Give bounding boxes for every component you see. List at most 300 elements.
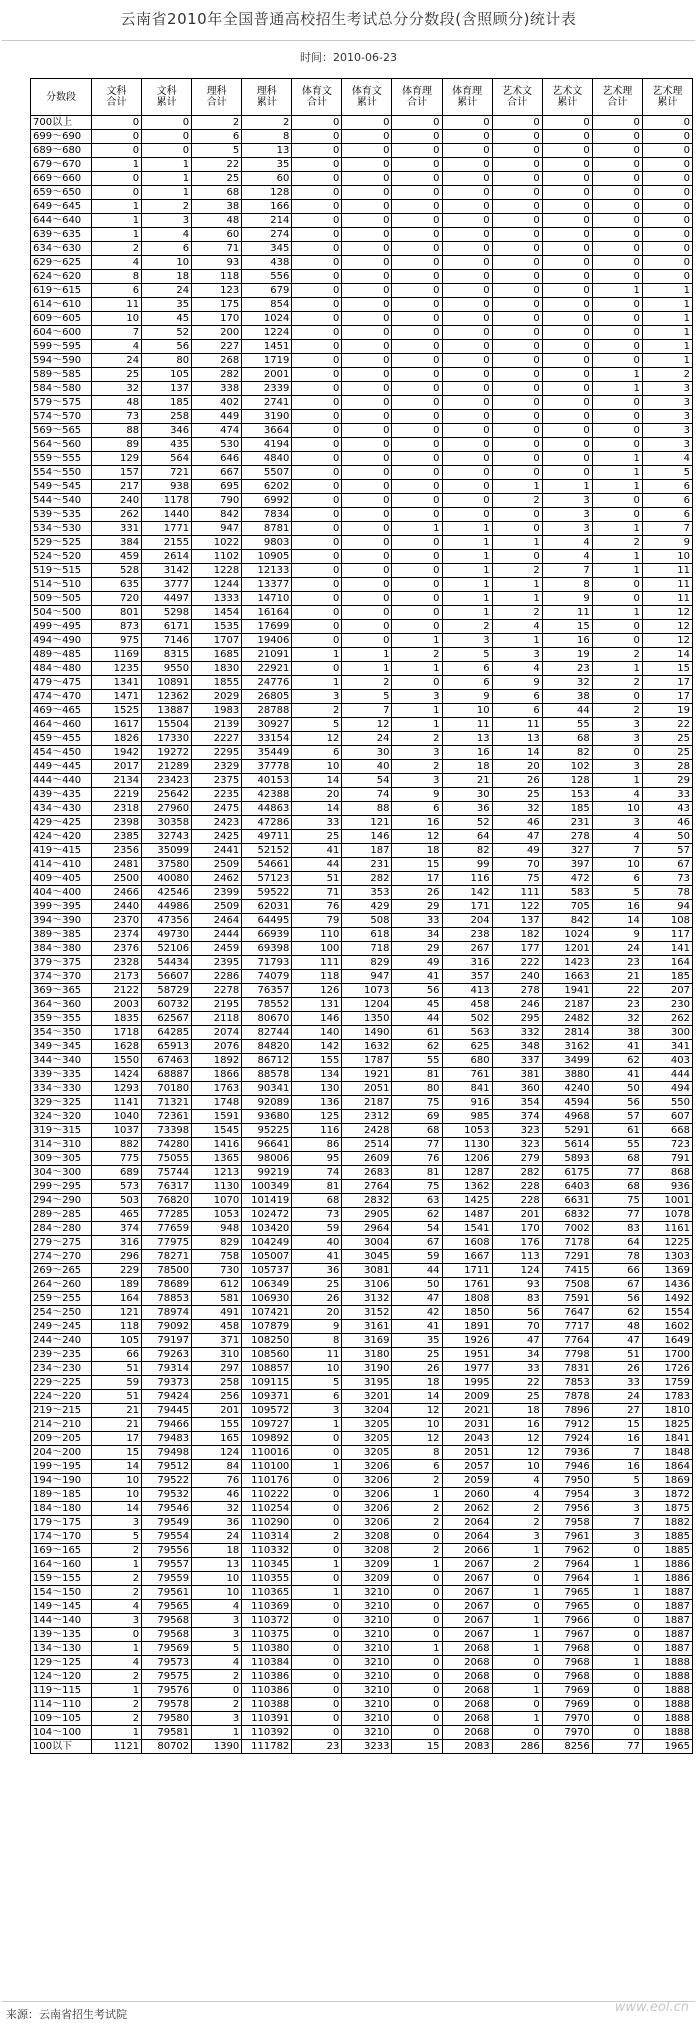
count-cell: 3499 [542, 1054, 592, 1068]
count-cell: 40 [292, 1236, 342, 1250]
table-row [31, 354, 693, 368]
count-cell: 1726 [642, 1362, 692, 1376]
count-cell: 79546 [142, 1502, 192, 1516]
count-cell: 0 [392, 382, 442, 396]
count-cell: 3 [392, 690, 442, 704]
count-cell: 397 [542, 858, 592, 872]
count-cell: 95225 [242, 1124, 292, 1138]
count-cell: 1 [592, 1656, 642, 1670]
count-cell: 0 [542, 200, 592, 214]
count-cell: 35099 [142, 844, 192, 858]
count-cell: 0 [92, 172, 142, 186]
count-cell: 0 [492, 550, 542, 564]
count-cell: 0 [492, 354, 542, 368]
count-cell: 79557 [142, 1558, 192, 1572]
count-cell: 104249 [242, 1236, 292, 1250]
count-cell: 3205 [342, 1446, 392, 1460]
count-cell: 201 [492, 1208, 542, 1222]
count-cell: 2318 [92, 802, 142, 816]
count-cell: 1225 [642, 1236, 692, 1250]
count-cell: 29 [392, 942, 442, 956]
score-range-cell: 534～530 [31, 522, 92, 536]
count-cell: 0 [442, 172, 492, 186]
count-cell: 0 [192, 1684, 242, 1698]
count-cell: 583 [542, 886, 592, 900]
count-cell: 2 [592, 648, 642, 662]
score-range-cell: 239～235 [31, 1348, 92, 1362]
count-cell: 73 [642, 872, 692, 886]
count-cell: 3205 [342, 1418, 392, 1432]
count-cell: 3210 [342, 1670, 392, 1684]
count-cell: 0 [292, 1432, 342, 1446]
count-cell: 41 [392, 970, 442, 984]
count-cell: 0 [292, 634, 342, 648]
count-cell: 0 [292, 620, 342, 634]
count-cell: 491 [192, 1306, 242, 1320]
score-range-cell: 424～420 [31, 830, 92, 844]
count-cell: 5893 [542, 1152, 592, 1166]
count-cell: 2482 [542, 1012, 592, 1026]
count-cell: 0 [442, 354, 492, 368]
count-cell: 2067 [442, 1572, 492, 1586]
count-cell: 75 [592, 1194, 642, 1208]
count-cell: 2278 [192, 984, 242, 998]
count-cell: 1983 [192, 704, 242, 718]
count-cell: 0 [492, 508, 542, 522]
count-cell: 0 [342, 508, 392, 522]
count-cell: 79532 [142, 1488, 192, 1502]
count-cell: 88578 [242, 1068, 292, 1082]
count-cell: 14 [92, 1502, 142, 1516]
count-cell: 25 [492, 788, 542, 802]
count-cell: 12 [392, 1432, 442, 1446]
count-cell: 0 [592, 1614, 642, 1628]
count-cell: 9 [592, 928, 642, 942]
count-cell: 2122 [92, 984, 142, 998]
count-cell: 75744 [142, 1166, 192, 1180]
count-cell: 1711 [442, 1264, 492, 1278]
count-cell: 79549 [142, 1516, 192, 1530]
table-row [31, 200, 693, 214]
count-cell: 0 [442, 214, 492, 228]
count-cell: 17699 [242, 620, 292, 634]
count-cell: 0 [342, 522, 392, 536]
count-cell: 59522 [242, 886, 292, 900]
count-cell: 1 [442, 522, 492, 536]
count-cell: 2060 [442, 1488, 492, 1502]
count-cell: 110290 [242, 1516, 292, 1530]
count-cell: 2444 [192, 928, 242, 942]
table-row [31, 718, 693, 732]
count-cell: 258 [142, 410, 192, 424]
count-cell: 0 [392, 466, 442, 480]
count-cell: 1204 [342, 998, 392, 1012]
count-cell: 2009 [442, 1390, 492, 1404]
count-cell: 5 [292, 1376, 342, 1390]
count-cell: 62 [392, 1208, 442, 1222]
count-cell: 0 [492, 368, 542, 382]
count-cell: 3 [592, 1502, 642, 1516]
count-cell: 9 [642, 536, 692, 550]
count-cell: 2 [192, 1698, 242, 1712]
count-cell: 0 [92, 116, 142, 130]
table-row [31, 970, 693, 984]
score-range-cell: 364～360 [31, 998, 92, 1012]
count-cell: 59 [92, 1376, 142, 1390]
count-cell: 7969 [542, 1698, 592, 1712]
table-row [31, 1166, 693, 1180]
count-cell: 3 [442, 634, 492, 648]
count-cell: 2 [642, 368, 692, 382]
count-cell: 21 [442, 774, 492, 788]
count-cell: 26 [292, 1292, 342, 1306]
table-row [31, 564, 693, 578]
count-cell: 0 [642, 214, 692, 228]
score-range-cell: 164～160 [31, 1558, 92, 1572]
score-range-cell: 569～565 [31, 424, 92, 438]
count-cell: 23423 [142, 774, 192, 788]
table-row [31, 312, 693, 326]
table-row [31, 1306, 693, 1320]
count-cell: 73398 [142, 1124, 192, 1138]
count-cell: 0 [292, 508, 342, 522]
count-cell: 8 [292, 1334, 342, 1348]
count-cell: 3206 [342, 1460, 392, 1474]
count-cell: 1037 [92, 1124, 142, 1138]
count-cell: 21 [92, 1418, 142, 1432]
count-cell: 0 [292, 466, 342, 480]
count-cell: 0 [592, 326, 642, 340]
count-cell: 5298 [142, 606, 192, 620]
count-cell: 256 [192, 1390, 242, 1404]
count-cell: 108857 [242, 1362, 292, 1376]
count-cell: 0 [592, 1726, 642, 1740]
count-cell: 5 [192, 1642, 242, 1656]
count-cell: 1771 [142, 522, 192, 536]
count-cell: 36 [192, 1516, 242, 1530]
count-cell: 54 [392, 1222, 442, 1236]
count-cell: 0 [292, 200, 342, 214]
score-range-cell: 369～365 [31, 984, 92, 998]
count-cell: 32 [192, 1502, 242, 1516]
count-cell: 185 [542, 802, 592, 816]
count-cell: 1 [92, 158, 142, 172]
count-cell: 3 [642, 382, 692, 396]
column-header: 分数段 [31, 79, 92, 116]
count-cell: 16 [392, 816, 442, 830]
count-cell: 0 [592, 1698, 642, 1712]
count-cell: 1886 [642, 1572, 692, 1586]
count-cell: 26805 [242, 690, 292, 704]
count-cell: 2683 [342, 1166, 392, 1180]
count-cell: 718 [342, 942, 392, 956]
score-range-cell: 414～410 [31, 858, 92, 872]
count-cell: 1 [592, 606, 642, 620]
count-cell: 45 [392, 998, 442, 1012]
count-cell: 1 [642, 312, 692, 326]
count-cell: 0 [592, 228, 642, 242]
column-header: 艺术理 合计 [592, 79, 642, 116]
count-cell: 38 [592, 1026, 642, 1040]
table-row [31, 1096, 693, 1110]
count-cell: 0 [292, 172, 342, 186]
count-cell: 2509 [192, 900, 242, 914]
table-row [31, 256, 693, 270]
count-cell: 0 [392, 340, 442, 354]
count-cell: 48 [192, 214, 242, 228]
count-cell: 2235 [192, 788, 242, 802]
count-cell: 0 [392, 1656, 442, 1670]
count-cell: 5 [192, 144, 242, 158]
count-cell: 7912 [542, 1418, 592, 1432]
count-cell: 228 [492, 1180, 542, 1194]
count-cell: 0 [392, 298, 442, 312]
count-cell: 12 [642, 634, 692, 648]
count-cell: 2475 [192, 802, 242, 816]
count-cell: 201 [192, 1404, 242, 1418]
count-cell: 1995 [442, 1376, 492, 1390]
table-row [31, 1236, 693, 1250]
table-row [31, 1250, 693, 1264]
count-cell: 1333 [192, 592, 242, 606]
score-range-cell: 439～435 [31, 788, 92, 802]
count-cell: 56 [142, 340, 192, 354]
count-cell: 142 [442, 886, 492, 900]
count-cell: 26 [492, 774, 542, 788]
score-range-cell: 259～255 [31, 1292, 92, 1306]
score-range-cell: 699～690 [31, 130, 92, 144]
count-cell: 1070 [192, 1194, 242, 1208]
count-cell: 841 [442, 1082, 492, 1096]
count-cell: 80670 [242, 1012, 292, 1026]
count-cell: 1888 [642, 1726, 692, 1740]
count-cell: 282 [342, 872, 392, 886]
count-cell: 0 [492, 256, 542, 270]
count-cell: 17330 [142, 732, 192, 746]
count-cell: 1 [392, 634, 442, 648]
table-row [31, 1586, 693, 1600]
count-cell: 0 [492, 1698, 542, 1712]
count-cell: 14 [392, 1390, 442, 1404]
count-cell: 1649 [642, 1334, 692, 1348]
count-cell: 0 [492, 172, 542, 186]
count-cell: 2 [92, 1544, 142, 1558]
count-cell: 2195 [192, 998, 242, 1012]
count-cell: 71 [292, 886, 342, 900]
count-cell: 76317 [142, 1180, 192, 1194]
score-range-cell: 229～225 [31, 1376, 92, 1390]
count-cell: 1 [392, 662, 442, 676]
count-cell: 128 [542, 774, 592, 788]
count-cell: 7 [592, 1516, 642, 1530]
table-row [31, 1334, 693, 1348]
count-cell: 435 [142, 438, 192, 452]
count-cell: 0 [592, 186, 642, 200]
count-cell: 0 [442, 424, 492, 438]
count-cell: 47356 [142, 914, 192, 928]
count-cell: 33 [592, 1376, 642, 1390]
table-body [31, 116, 693, 1754]
count-cell: 10 [92, 312, 142, 326]
count-cell: 1667 [442, 1250, 492, 1264]
count-cell: 110365 [242, 1586, 292, 1600]
count-cell: 0 [392, 354, 442, 368]
count-cell: 0 [292, 382, 342, 396]
table-row [31, 452, 693, 466]
count-cell: 1887 [642, 1614, 692, 1628]
count-cell: 86 [292, 1138, 342, 1152]
table-row [31, 410, 693, 424]
count-cell: 19 [642, 704, 692, 718]
count-cell: 3 [642, 410, 692, 424]
score-range-cell: 629～625 [31, 256, 92, 270]
count-cell: 0 [392, 284, 442, 298]
count-cell: 0 [292, 410, 342, 424]
count-cell: 323 [492, 1138, 542, 1152]
count-cell: 69398 [242, 942, 292, 956]
count-cell: 52152 [242, 844, 292, 858]
count-cell: 5 [592, 1474, 642, 1488]
count-cell: 3 [392, 746, 442, 760]
count-cell: 7950 [542, 1474, 592, 1488]
count-cell: 758 [192, 1250, 242, 1264]
count-cell: 0 [392, 396, 442, 410]
count-cell: 75 [492, 872, 542, 886]
count-cell: 0 [542, 158, 592, 172]
count-cell: 0 [292, 1544, 342, 1558]
count-cell: 25 [92, 368, 142, 382]
count-cell: 3 [292, 690, 342, 704]
count-cell: 15 [592, 1418, 642, 1432]
score-range-cell: 454～450 [31, 746, 92, 760]
count-cell: 3210 [342, 1586, 392, 1600]
column-header: 体育理 合计 [392, 79, 442, 116]
count-cell: 74 [292, 1166, 342, 1180]
count-cell: 164 [642, 956, 692, 970]
count-cell: 12 [492, 1432, 542, 1446]
count-cell: 3 [592, 1488, 642, 1502]
count-cell: 46 [492, 816, 542, 830]
score-range-cell: 644～640 [31, 214, 92, 228]
score-range-cell: 499～495 [31, 620, 92, 634]
count-cell: 1965 [642, 1740, 692, 1754]
count-cell: 2 [92, 1698, 142, 1712]
count-cell: 16 [592, 1460, 642, 1474]
count-cell: 3 [192, 1628, 242, 1642]
score-distribution-table [30, 78, 693, 1754]
count-cell: 110254 [242, 1502, 292, 1516]
count-cell: 30 [342, 746, 392, 760]
count-cell: 30927 [242, 718, 292, 732]
count-cell: 25 [192, 172, 242, 186]
count-cell: 1053 [192, 1208, 242, 1222]
count-cell: 0 [342, 312, 392, 326]
count-cell: 6175 [542, 1166, 592, 1180]
count-cell: 625 [442, 1040, 492, 1054]
count-cell: 1951 [442, 1348, 492, 1362]
count-cell: 3045 [342, 1250, 392, 1264]
count-cell: 0 [492, 396, 542, 410]
score-range-cell: 389～385 [31, 928, 92, 942]
score-range-cell: 100以下 [31, 1740, 92, 1754]
count-cell: 1887 [642, 1642, 692, 1656]
count-cell: 118 [292, 970, 342, 984]
table-row [31, 522, 693, 536]
count-cell: 0 [492, 522, 542, 536]
count-cell: 1830 [192, 662, 242, 676]
publish-date: 时间：2010-06-23 [300, 51, 397, 64]
count-cell: 1759 [642, 1376, 692, 1390]
count-cell: 79483 [142, 1432, 192, 1446]
count-cell: 78 [642, 886, 692, 900]
count-cell: 44986 [142, 900, 192, 914]
count-cell: 0 [292, 1698, 342, 1712]
count-cell: 238 [442, 928, 492, 942]
count-cell: 2029 [192, 690, 242, 704]
table-row [31, 1110, 693, 1124]
count-cell: 14710 [242, 592, 292, 606]
count-cell: 0 [342, 424, 392, 438]
count-cell: 1810 [642, 1404, 692, 1418]
table-row [31, 1614, 693, 1628]
count-cell: 0 [342, 354, 392, 368]
score-range-cell: 614～610 [31, 298, 92, 312]
count-cell: 48 [92, 396, 142, 410]
count-cell: 7964 [542, 1572, 592, 1586]
count-cell: 0 [292, 116, 342, 130]
count-cell: 607 [642, 1110, 692, 1124]
count-cell: 20 [492, 760, 542, 774]
count-cell: 1471 [92, 690, 142, 704]
count-cell: 0 [292, 1502, 342, 1516]
count-cell: 1608 [442, 1236, 492, 1250]
count-cell: 2062 [442, 1502, 492, 1516]
table-row [31, 1026, 693, 1040]
count-cell: 474 [192, 424, 242, 438]
count-cell: 0 [392, 144, 442, 158]
count-cell: 67 [642, 858, 692, 872]
count-cell: 3210 [342, 1712, 392, 1726]
table-row [31, 480, 693, 494]
table-row [31, 1194, 693, 1208]
count-cell: 7764 [542, 1334, 592, 1348]
count-cell: 74280 [142, 1138, 192, 1152]
count-cell: 17 [392, 872, 442, 886]
table-row [31, 1222, 693, 1236]
count-cell: 116 [292, 1124, 342, 1138]
count-cell: 230 [642, 998, 692, 1012]
table-row [31, 1628, 693, 1642]
count-cell: 18 [392, 844, 442, 858]
table-row [31, 144, 693, 158]
count-cell: 5 [292, 718, 342, 732]
count-cell: 4594 [542, 1096, 592, 1110]
count-cell: 70 [492, 858, 542, 872]
count-cell: 1053 [442, 1124, 492, 1138]
count-cell: 0 [492, 200, 542, 214]
count-cell: 8 [542, 578, 592, 592]
count-cell: 1882 [642, 1516, 692, 1530]
count-cell: 2051 [442, 1446, 492, 1460]
count-cell: 77 [392, 1138, 442, 1152]
count-cell: 6 [642, 494, 692, 508]
count-cell: 0 [392, 508, 442, 522]
count-cell: 0 [492, 158, 542, 172]
count-cell: 1628 [92, 1040, 142, 1054]
count-cell: 28 [642, 760, 692, 774]
count-cell: 0 [492, 1726, 542, 1740]
count-cell: 0 [342, 368, 392, 382]
